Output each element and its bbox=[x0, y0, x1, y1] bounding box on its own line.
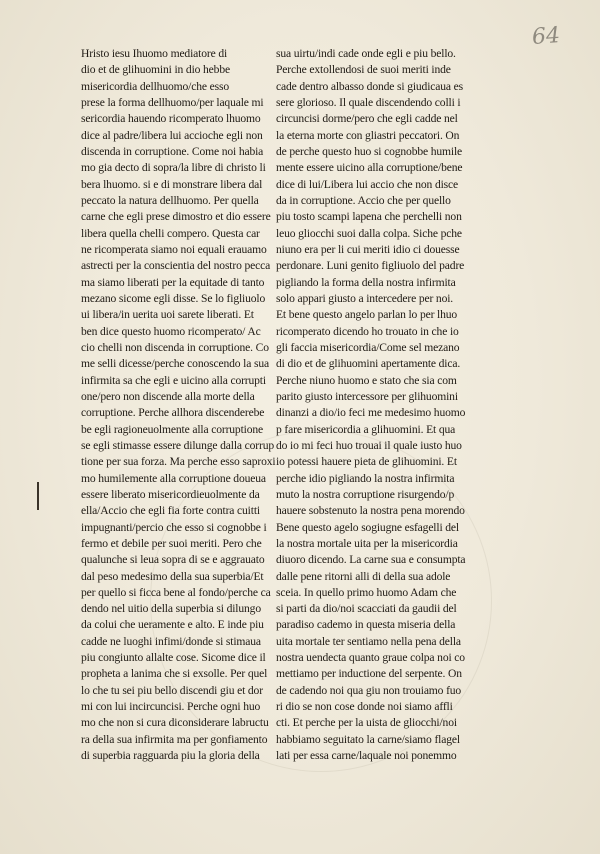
left-column-line: essere liberato misericordieuolmente da bbox=[81, 487, 260, 501]
right-column-line: si parti da dio/noi scacciati da gaudii del bbox=[276, 602, 457, 616]
left-column-line: mo che non si cura diconsiderare labructu bbox=[81, 716, 269, 730]
left-column-line: cadde ne luoghi infimi/donde si stimaua bbox=[81, 634, 261, 648]
left-column-line: sericordia hauendo ricomperato lhuomo bbox=[81, 112, 261, 126]
right-column-line: sua uirtu/indi cade onde egli e piu bello. bbox=[276, 47, 456, 60]
right-column-line: dice di lui/Libera lui accio che non disce bbox=[276, 177, 459, 191]
right-column-line: cti. Et perche per la uista de gliocchi/noi bbox=[276, 716, 457, 730]
left-column-line: per quello si ficca bene al fondo/perche ca bbox=[81, 585, 271, 599]
right-column-line: Perche niuno huomo e stato che sia com bbox=[276, 373, 457, 387]
left-column-line: da colui che ueramente e alto. E inde piu bbox=[81, 618, 264, 632]
left-column-line: astrecti per la conscientia del nostro pecca bbox=[81, 259, 271, 273]
left-column-line: discenda in corruptione. Come noi habia bbox=[81, 144, 264, 158]
left-column-line: mezano sicome egli disse. Se lo figliuolo bbox=[81, 291, 266, 305]
left-column-line: di superbia ragguarda piu la gloria della bbox=[81, 749, 260, 763]
right-column-line: niuno era per li cui meriti idio ci douesse bbox=[276, 242, 460, 256]
left-column-line: corruptione. Perche allhora discenderebe bbox=[81, 406, 265, 420]
right-column-line: io potessi hauere pieta de glihuomini. Et bbox=[276, 455, 457, 469]
right-column-line: Et bene questo angelo parlan lo per lhuo bbox=[276, 308, 458, 322]
right-column-line: paradiso cademo in questa miseria della bbox=[276, 618, 456, 632]
left-column-line: cio chelli non discenda in corruptione. Co bbox=[81, 340, 269, 354]
left-column-line: prese la forma dellhuomo/per laquale mi bbox=[81, 95, 264, 109]
right-column-line: nostra uendecta quanto graue colpa noi co bbox=[276, 651, 465, 665]
left-column-line: qualunche si leua sopra di se e aggrauato bbox=[81, 553, 265, 567]
right-column-line: lati per essa carne/laquale noi ponemmo bbox=[276, 749, 457, 763]
left-column-line: infirmita sa che egli e uicino alla corrupti bbox=[81, 373, 266, 387]
left-column-line: peccato la natura dellhuomo. Per quella bbox=[81, 193, 259, 207]
left-column-line: bera lhuomo. si e di monstrare libera dal bbox=[81, 177, 263, 191]
right-column-line: leuo gliocchi suoi dalla colpa. Siche pche bbox=[276, 226, 462, 240]
left-column-line: dal peso medesimo della sua superbia/Et bbox=[81, 569, 264, 583]
right-column-line: perche idio pigliando la nostra infirmita bbox=[276, 471, 455, 485]
right-column-line: habbiamo seguitato la carne/siamo flagel bbox=[276, 732, 460, 746]
left-column-line: fermo et debile per suoi meriti. Pero che bbox=[81, 536, 262, 550]
right-column-line: muto la nostra corruptione risurgendo/p bbox=[276, 487, 455, 501]
right-column-line: dinanzi a dio/io feci me medesimo huomo bbox=[276, 406, 466, 420]
left-column-line: Hristo iesu Ihuomo mediatore di bbox=[81, 47, 228, 60]
left-column-line: tione per sua forza. Ma perche esso saproxi bbox=[81, 455, 276, 469]
margin-bracket bbox=[37, 482, 39, 510]
left-column-line: piu congiunto allalte cose. Sicome dice il bbox=[81, 651, 266, 665]
left-column-line: dendo nel uitio della superbia si dilungo bbox=[81, 602, 261, 616]
left-column-line: me selli dicesse/perche conoscendo la sua bbox=[81, 357, 269, 371]
right-column-line: gli faccia misericordia/Come sel mezano bbox=[276, 340, 460, 354]
left-column-line: se egli stimasse essere dilunge dalla corrup bbox=[81, 438, 275, 452]
right-column-line: hauere sobstenuto la nostra pena morendo bbox=[276, 504, 465, 518]
right-column-line: di dio et de glihuomini apertamente dica. bbox=[276, 357, 461, 371]
right-column-line: dalle pene ritorni alli di della sua adole bbox=[276, 569, 451, 583]
left-column-line: lo che tu sei piu bello discendi giu et dor bbox=[81, 683, 263, 697]
right-column-line: parito giusto intercessore per glihuomini bbox=[276, 389, 458, 403]
right-column-line: uita mortale ter sentiamo nella pena della bbox=[276, 634, 461, 648]
left-column-line: ma siamo liberati per la equitade di tanto bbox=[81, 275, 265, 289]
left-column-line: mo humilemente alla corruptione doueua bbox=[81, 471, 266, 485]
right-column-line: do io mi feci huo trouai il quale iusto huo bbox=[276, 438, 462, 452]
left-column-line: mo gia decto di sopra/la libre di christo li bbox=[81, 161, 266, 175]
right-column-line: Perche extollendosi de suoi meriti inde bbox=[276, 63, 451, 77]
right-column-line: mente essere uicino alla corruptione/bene bbox=[276, 161, 463, 175]
left-column-line: ui libera/in uerita uoi sarete liberati. Et bbox=[81, 308, 254, 322]
left-column-line: ben dice questo huomo ricomperato/ Ac bbox=[81, 324, 261, 338]
right-column-line: de cadendo noi qua giu non trouiamo fuo bbox=[276, 683, 462, 697]
left-column-line: libera quella chelli compero. Questa car bbox=[81, 226, 260, 240]
left-column-line: dio et de glihuomini in dio hebbe bbox=[81, 63, 230, 77]
right-column-line: diuoro dicendo. La carne sua e consumpta bbox=[276, 553, 466, 567]
right-column-line: circuncisi dorme/pero che egli cadde nel bbox=[276, 112, 458, 126]
text-column-left bbox=[81, 46, 283, 764]
left-column-line: impugnanti/percio che esso si cognobbe i bbox=[81, 520, 267, 534]
right-column-line: ri dio se non cose donde noi siamo affli bbox=[276, 700, 453, 714]
right-column-line: ricomperato dicendo ho trouato in che io bbox=[276, 324, 459, 338]
left-column-line: ra della sua infirmita ma per gonfiamento bbox=[81, 732, 268, 746]
left-column-line: be egli ragioneuolmente alla corruptione bbox=[81, 422, 264, 436]
left-column-line: one/pero non discende alla morte della bbox=[81, 389, 255, 403]
right-column-line: p fare misericordia a glihuomini. Et qua bbox=[276, 422, 456, 436]
right-column-line: Bene questo agelo sogiugne esfagelli del bbox=[276, 520, 459, 534]
folio-number: 64 bbox=[531, 23, 561, 50]
right-column-line: solo appari giusto a intercedere per noi. bbox=[276, 291, 454, 305]
right-column-line: da in corruptione. Accio che per quello bbox=[276, 193, 451, 207]
left-column-line: ella/Accio che egli fia forte contra cuitti bbox=[81, 504, 260, 518]
left-column-line: ne ricomperata siamo noi equali erauamo bbox=[81, 242, 267, 256]
right-column-line: la nostra mortale uita per la misericordia bbox=[276, 536, 458, 550]
right-column-line: cade dentro albasso donde si giudicaua es bbox=[276, 79, 464, 93]
right-column-line: perdonare. Luni genito figliuolo del padre bbox=[276, 259, 465, 273]
right-column-line: piu tosto scampi lapena che perchelli non bbox=[276, 210, 462, 224]
left-column-line: misericordia dellhuomo/che esso bbox=[81, 79, 229, 93]
right-column-line: sere glorioso. Il quale discendendo colli i bbox=[276, 95, 461, 109]
right-column-line: pigliando la forma della nostra infirmita bbox=[276, 275, 456, 289]
right-column-line: sceia. In quello primo huomo Adam che bbox=[276, 585, 457, 599]
right-column-line: de perche questo huo si cognobbe humile bbox=[276, 144, 463, 158]
left-column-line: mi con lui incircuncisi. Perche ogni huo bbox=[81, 700, 261, 714]
left-column-line: carne che egli prese dimostro et dio essere bbox=[81, 210, 271, 224]
left-column-line: dice al padre/libera lui accioche egli non bbox=[81, 128, 263, 142]
left-column-line: propheta a lanima che si exsolle. Per quel bbox=[81, 667, 268, 681]
text-column-right bbox=[276, 46, 488, 764]
right-column-line: mettiamo per inductione del serpente. On bbox=[276, 667, 462, 681]
right-column-line: la eterna morte con gliastri peccatori. On bbox=[276, 128, 460, 142]
